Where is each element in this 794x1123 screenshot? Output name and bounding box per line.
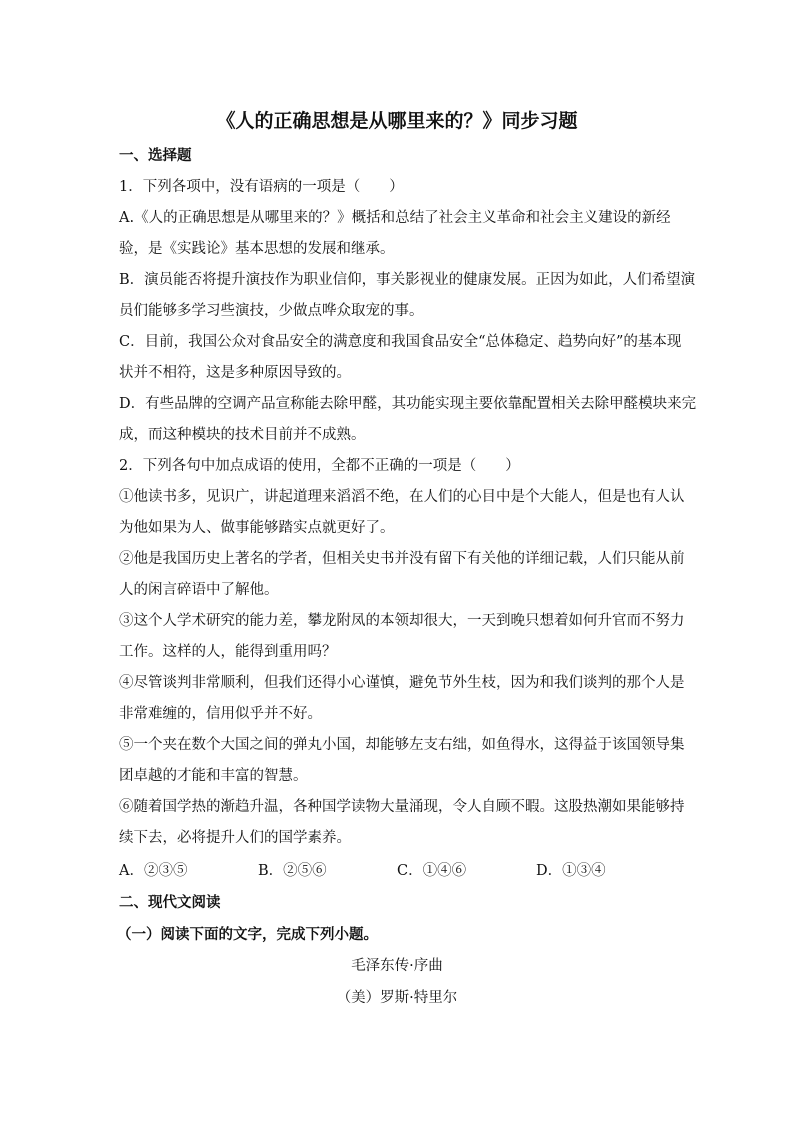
q1-option-b-line1: B．演员能否将提升演技作为职业信仰，事关影视业的健康发展。正因为如此，人们希望演 [119,272,696,288]
q2-sentence-5-line1: ⑤一个夹在数个大国之间的弹丸小国，却能够左支右绌，如鱼得水，这得益于该国领导集 [119,737,685,753]
q2-sentence-1-line2: 为他如果为人、做事能够踏实点就更好了。 [119,520,395,536]
q2-sentence-3-line2: 工作。这样的人，能得到重用吗？ [119,644,337,660]
section-heading-reading: 二、现代文阅读 [119,895,221,911]
section-heading-choice: 一、选择题 [119,148,192,164]
q1-option-c-line2: 状并不相符，这是多种原因导致的。 [119,365,351,381]
q2-sentence-6-line2: 续下去，必将提升人们的国学素养。 [119,830,351,846]
q1-option-d-line2: 成，而这种模块的技术目前并不成熟。 [119,427,366,443]
question-2-stem: 2．下列各句中加点成语的使用，全都不正确的一项是（ ） [119,458,520,474]
q2-option-a: A．②③⑤ [119,863,188,879]
q2-option-c: C．①④⑥ [397,863,467,879]
q2-sentence-5-line2: 团卓越的才能和丰富的智慧。 [119,768,308,784]
page-title: 《人的正确思想是从哪里来的？》同步习题 [216,110,578,132]
q2-sentence-2-line2: 人的闲言碎语中了解他。 [119,582,279,598]
q1-option-a-line2: 验，是《实践论》基本思想的发展和继承。 [119,241,395,257]
article-author: （美）罗斯·特里尔 [336,990,458,1006]
q2-sentence-3-line1: ③这个人学术研究的能力差，攀龙附凤的本领却很大，一天到晚只想着如何升官而不努力 [119,613,685,629]
q2-sentence-1-line1: ①他读书多，见识广，讲起道理来滔滔不绝，在人们的心目中是个大能人，但是也有人认 [119,489,685,505]
q1-option-a-line1: A.《人的正确思想是从哪里来的？》概括和总结了社会主义革命和社会主义建设的新经 [119,210,671,226]
q2-sentence-4-line1: ④尽管谈判非常顺利，但我们还得小心谨慎，避免节外生枝，因为和我们谈判的那个人是 [119,675,685,691]
article-title: 毛泽东传·序曲 [351,958,443,974]
q1-option-b-line2: 员们能够多学习些演技，少做点哗众取宠的事。 [119,303,424,319]
q2-sentence-4-line2: 非常难缠的，信用似乎并不好。 [119,706,322,722]
question-1-stem: 1．下列各项中，没有语病的一项是（ ） [119,179,404,195]
q2-sentence-6-line1: ⑥随着国学热的渐趋升温，各种国学读物大量涌现，令人自顾不暇。这股热潮如果能够持 [119,799,685,815]
q1-option-d-line1: D．有些品牌的空调产品宣称能去除甲醛，其功能实现主要依靠配置相关去除甲醛模块来完 [119,396,697,412]
q2-option-d: D．①③④ [536,863,606,879]
reading-instruction: （一）阅读下面的文字，完成下列小题。 [117,927,378,943]
q2-sentence-2-line1: ②他是我国历史上著名的学者，但相关史书并没有留下有关他的详细记载，人们只能从前 [119,551,685,567]
q1-option-c-line1: C．目前，我国公众对食品安全的满意度和我国食品安全“总体稳定、趋势向好”的基本现 [119,334,682,350]
q2-option-b: B．②⑤⑥ [258,863,327,879]
